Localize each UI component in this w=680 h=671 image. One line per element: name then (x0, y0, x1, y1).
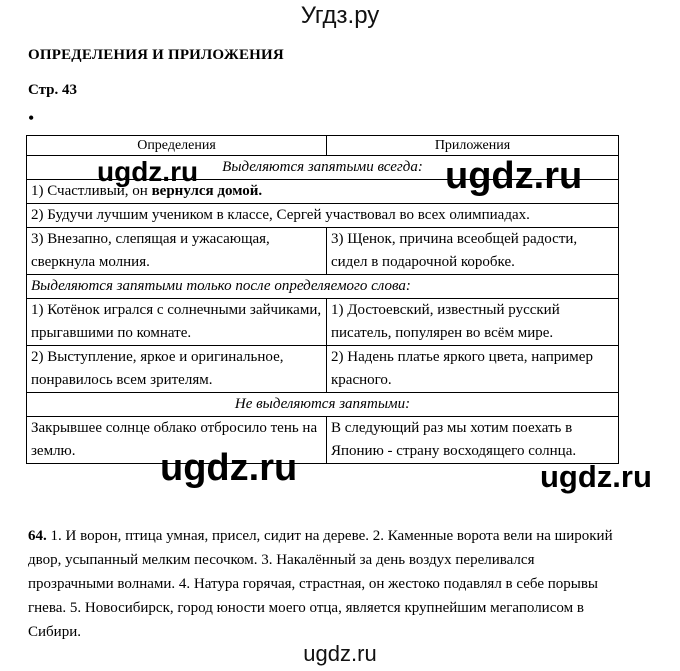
exercise-text: 1. И ворон, птица умная, присел, сидит на дереве. 2. Каменные ворота вели на широкий двор, усыпанный мелким песочком. 3. Накалённый за день воздух переливался прозрачными волнами. 4. Натура горячая, страстная, он жестоко подавлял в себе порывы гнева. 5. Новосибирск, город юности моего отца, является крупнейшим мегаполисом в Сибири. (28, 528, 613, 640)
definition-cell: 3) Внезапно, слепящая и ужасающая, сверкнула молния. (27, 228, 327, 275)
example-cell: 2) Будучи лучшим учеником в классе, Сергей участвовал во всех олимпиадах. (27, 204, 619, 228)
watermark: ugdz.ru (160, 447, 298, 489)
table-row (27, 299, 619, 346)
definition-cell: 2) Выступление, яркое и оригинальное, понравилось всем зрителям. (27, 346, 327, 393)
exercise-number: 64. (28, 528, 47, 544)
rule-not-separated: Не выделяются запятыми: (27, 393, 619, 417)
table-row (27, 275, 619, 299)
header-appositions: Приложения (327, 136, 619, 156)
definition-cell: Закрывшее солнце облако отбросило тень на землю. (27, 417, 327, 464)
section-title: ОПРЕДЕЛЕНИЯ И ПРИЛОЖЕНИЯ (28, 47, 284, 63)
apposition-cell: 3) Щенок, причина всеобщей радости, сидел в подарочной коробке. (327, 228, 619, 275)
exercise-64 (28, 524, 613, 644)
watermark: ugdz.ru (97, 156, 199, 187)
rule-after-defined-word: Выделяются запятыми только после определяемого слова: (27, 275, 619, 299)
watermark: ugdz.ru (540, 459, 652, 494)
rule-always-separated: Выделяются запятыми всегда: (27, 156, 619, 180)
header-definitions: Определения (27, 136, 327, 156)
site-header: Угдз.ру (300, 2, 380, 29)
table-row (27, 417, 619, 464)
table-row (27, 393, 619, 417)
bullet-marker: • (28, 108, 35, 128)
table-row (27, 204, 619, 228)
example-bold-text: вернулся домой. (151, 183, 263, 199)
apposition-cell: 1) Достоевский, известный русский писатель, популярен во всём мире. (327, 299, 619, 346)
site-footer: ugdz.ru (303, 641, 377, 666)
apposition-cell: В следующий раз мы хотим поехать в Японию - страну восходящего солнца. (327, 417, 619, 464)
table-row (27, 228, 619, 275)
example-text: 1) Счастливый, он (31, 183, 152, 199)
page-reference: Стр. 43 (28, 82, 78, 98)
definition-cell: 1) Котёнок игрался с солнечными зайчиками, прыгавшими по комнате. (27, 299, 327, 346)
table-header-row (27, 136, 619, 156)
apposition-cell: 2) Надень платье яркого цвета, например красного. (327, 346, 619, 393)
watermark: ugdz.ru (445, 155, 583, 197)
table-row (27, 346, 619, 393)
